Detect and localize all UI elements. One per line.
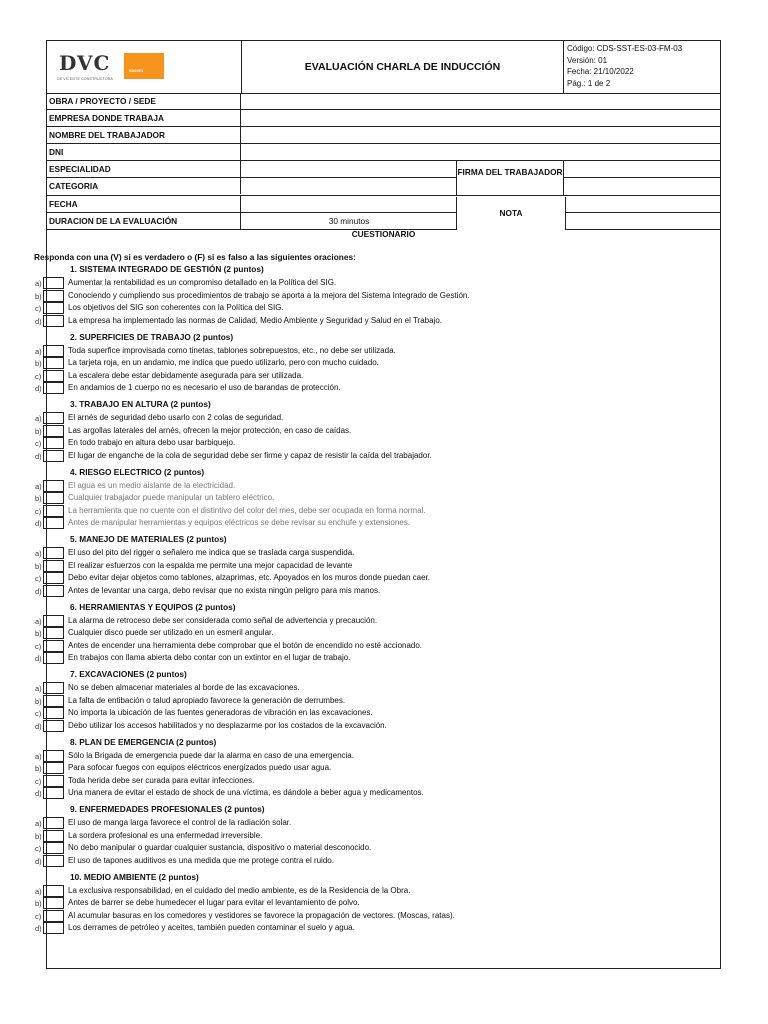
answer-box[interactable] — [43, 315, 64, 327]
section-title: 4. RIESGO ELECTRICO (2 puntos) — [70, 466, 205, 477]
question-letter: d) — [35, 384, 42, 393]
question-text: Antes de encender una herramienta debe comprobar que el botón de encendido no esté accionado. — [68, 640, 423, 650]
question-text: Sólo la Brigada de emergencia puede dar la alarma en caso de una emergencia. — [68, 750, 354, 760]
question-letter: d) — [35, 924, 42, 933]
question-text: Antes de barrer se debe humedecer el lugar para evitar el levantamiento de polvo. — [68, 898, 360, 907]
question-text: No debo manipular o guardar cualquier sustancia, dispositivo o material desconocido. — [68, 843, 372, 852]
doc-code: Código: CDS-SST-ES-03-FM-03 — [567, 44, 683, 53]
question-text: Cualquier disco puede ser utilizado en un esmeril angular. — [68, 628, 274, 637]
answer-box[interactable] — [43, 370, 64, 382]
question-letter: a) — [35, 684, 42, 693]
question-letter: b) — [35, 764, 42, 773]
answer-box[interactable] — [43, 505, 64, 517]
question-letter: a) — [35, 481, 42, 491]
question-text: Para sofocar fuegos con equipos eléctricos energizados puedo usar agua. — [68, 763, 332, 772]
question-text: La escalera debe estar debidamente asegurada para ser utilizada. — [68, 370, 304, 380]
answer-box[interactable] — [43, 547, 64, 559]
answer-box[interactable] — [43, 615, 64, 627]
answer-box[interactable] — [43, 682, 64, 694]
label-categoria: CATEGORIA — [47, 178, 241, 194]
question-letter: a) — [35, 414, 42, 423]
question-text: Los derrames de petróleo y aceites, también pueden contaminar el suelo y agua. — [68, 923, 355, 932]
question-text: La exclusiva responsabilidad, en el cuidado del medio ambiente, es de la Residencia de la Obra. — [68, 885, 411, 895]
question-letter: d) — [35, 519, 42, 528]
question-text: La sordera profesional es una enfermedad irreversible. — [68, 830, 263, 840]
question-letter: b) — [35, 696, 42, 706]
doc-date: Fecha: 21/10/2022 — [567, 67, 634, 76]
question-letter: d) — [35, 856, 42, 866]
field-categoria[interactable] — [242, 178, 456, 194]
question-text: La falta de entibación o talud apropiado favorece la generación de derrumbes. — [68, 695, 346, 705]
field-especialidad[interactable] — [242, 161, 456, 177]
answer-box[interactable] — [43, 560, 64, 572]
question-text: En andamios de 1 cuerpo no es necesario el uso de barandas de protección. — [68, 383, 341, 392]
answer-box[interactable] — [43, 897, 64, 909]
field-obra[interactable] — [242, 93, 720, 109]
answer-box[interactable] — [43, 842, 64, 854]
question-text: Una manera de evitar el estado de shock de una víctima, es dándole a beber agua y medicamentos. — [68, 788, 424, 797]
answer-box[interactable] — [43, 437, 64, 449]
question-text: El agua es un medio aislante de la electricidad. — [68, 480, 236, 490]
grade-field[interactable] — [565, 197, 720, 230]
question-letter: c) — [35, 641, 42, 651]
answer-box[interactable] — [43, 830, 64, 842]
answer-box[interactable] — [43, 885, 64, 897]
question-text: El uso del pito del rigger o señalero me indica que se traslada carga suspendida. — [68, 548, 355, 557]
question-letter: b) — [35, 629, 42, 638]
question-letter: b) — [35, 831, 42, 841]
label-empresa: EMPRESA DONDE TRABAJA — [47, 110, 241, 126]
answer-box[interactable] — [43, 357, 64, 369]
dvc-logo: DVC — [59, 51, 111, 75]
question-letter: d) — [35, 789, 42, 798]
answer-box[interactable] — [43, 855, 64, 867]
question-text: La herramienta que no cuente con el distintivo del color del mes, debe ser ocupada en forma normal. — [68, 505, 426, 515]
question-letter: a) — [35, 886, 42, 896]
question-text: Antes de manipular herramientas y equipos eléctricos se debe revisar su enchufe y extensiones. — [68, 518, 410, 527]
question-letter: b) — [35, 561, 42, 571]
logo-cell — [47, 41, 242, 93]
answer-box[interactable] — [43, 425, 64, 437]
sacem-logo-text: sacem — [129, 68, 144, 73]
answer-box[interactable] — [43, 345, 64, 357]
answer-box[interactable] — [43, 277, 64, 289]
question-text: Cualquier trabajador puede manipular un tablero eléctrico. — [68, 493, 275, 502]
section-title: 3. TRABAJO EN ALTURA (2 puntos) — [70, 399, 211, 409]
answer-box[interactable] — [43, 695, 64, 707]
question-text: El lugar de enganche de la cola de seguridad debe ser firme y capaz de resistir la caída del trabajador. — [68, 450, 432, 460]
section-title: 5. MANEJO DE MATERIALES (2 puntos) — [70, 534, 227, 544]
question-letter: c) — [35, 304, 42, 313]
answer-box[interactable] — [43, 382, 64, 394]
label-dni: DNI — [47, 144, 241, 160]
grade-label: NOTA — [456, 197, 566, 230]
answer-box[interactable] — [43, 572, 64, 584]
question-letter: d) — [35, 654, 42, 663]
answer-box[interactable] — [43, 450, 64, 462]
field-fecha[interactable] — [242, 196, 456, 212]
section-title: 1. SISTEMA INTEGRADO DE GESTIÓN (2 puntos) — [70, 264, 264, 274]
answer-box[interactable] — [43, 652, 64, 664]
field-dni[interactable] — [242, 144, 720, 160]
questionnaire-title: CUESTIONARIO — [351, 229, 416, 239]
question-text: Las argollas laterales del arnés, ofrecen la mejor protección, en caso de caídas. — [68, 425, 352, 435]
label-duracion: DURACION DE LA EVALUACIÓN — [47, 213, 241, 229]
field-nombre[interactable] — [242, 127, 720, 143]
evaluation-form — [34, 40, 721, 969]
question-letter: d) — [35, 451, 42, 461]
answer-box[interactable] — [43, 750, 64, 762]
question-letter: c) — [35, 844, 42, 853]
answer-box[interactable] — [43, 910, 64, 922]
answer-box[interactable] — [43, 492, 64, 504]
question-letter: c) — [35, 911, 42, 921]
question-text: No importa la ubicación de las fuentes generadoras de vibración en las excavaciones. — [68, 708, 373, 717]
question-text: Toda herida debe ser curada para evitar infecciones. — [68, 775, 255, 785]
question-text: Debo evitar dejar objetos como tablones, alzaprimas, etc. Apoyados en los muros donde puedan caer. — [68, 573, 430, 582]
label-fecha: FECHA — [47, 196, 241, 212]
label-nombre: NOMBRE DEL TRABAJADOR — [47, 127, 241, 143]
question-letter: c) — [35, 574, 42, 583]
question-letter: c) — [35, 776, 42, 786]
answer-box[interactable] — [43, 290, 64, 302]
question-letter: c) — [35, 371, 42, 381]
question-letter: d) — [35, 316, 42, 326]
answer-box[interactable] — [43, 480, 64, 492]
question-text: No se deben almacenar materiales al borde de las excavaciones. — [68, 683, 300, 692]
question-letter: d) — [35, 586, 42, 596]
row-dni — [47, 144, 720, 161]
doc-version: Versión: 01 — [567, 55, 608, 65]
question-text: Toda superfice improvisada como tinetas, tablones sobrepuestos, etc., no debe ser utilizada. — [68, 345, 396, 355]
question-text: Conociendo y cumpliendo sus procedimientos de trabajo se aporta a la mejora del Sistema Integrado de Gestión. — [68, 290, 470, 300]
label-obra: OBRA / PROYECTO / SEDE — [47, 93, 241, 109]
question-text: Al acumular basuras en los comedores y vestidores se favorece la propagación de vectores. (Moscas, ratas). — [68, 910, 455, 920]
section-title: 6. HERRAMIENTAS Y EQUIPOS (2 puntos) — [70, 601, 236, 612]
question-text: Debo utilizar los accesos habilitados y no desplazarme por los costados de la excavación. — [68, 720, 387, 730]
question-text: Antes de levantar una carga, debo revisar que no exista ningún peligro para mis manos. — [68, 585, 381, 595]
question-letter: a) — [35, 346, 42, 356]
answer-box[interactable] — [43, 720, 64, 732]
section-title: 2. SUPERFICIES DE TRABAJO (2 puntos) — [70, 331, 234, 342]
section-title: 10. MEDIO AMBIENTE (2 puntos) — [70, 871, 199, 882]
signature-label — [456, 161, 564, 196]
answer-box[interactable] — [43, 640, 64, 652]
question-letter: b) — [35, 426, 42, 436]
question-text: Los objetivos del SIG son coherentes con la Política del SIG. — [68, 303, 284, 312]
question-letter: b) — [35, 359, 42, 368]
section-title: 8. PLAN DE EMERGENCIA (2 puntos) — [70, 736, 217, 747]
question-letter: c) — [35, 506, 42, 516]
answer-box[interactable] — [43, 585, 64, 597]
row-empresa — [47, 110, 720, 127]
question-text: En trabajos con llama abierta debo contar con un extintor en el lugar de trabajo. — [68, 653, 351, 662]
question-letter: a) — [35, 819, 42, 828]
question-text: El realizar esfuerzos con la espalda me permite una mejor capacidad de levante — [68, 560, 353, 570]
row-obra — [47, 93, 720, 110]
field-empresa[interactable] — [242, 110, 720, 126]
answer-box[interactable] — [43, 302, 64, 314]
answer-box[interactable] — [43, 817, 64, 829]
question-letter: a) — [35, 549, 42, 558]
document-control — [564, 41, 720, 93]
row-nombre — [47, 127, 720, 144]
question-letter: c) — [35, 439, 42, 448]
duration-value: 30 minutos — [328, 216, 370, 226]
answer-box[interactable] — [43, 627, 64, 639]
answer-box[interactable] — [43, 707, 64, 719]
question-letter: b) — [35, 899, 42, 908]
answer-box[interactable] — [43, 922, 64, 934]
question-letter: d) — [35, 721, 42, 731]
sacem-logo — [124, 53, 164, 79]
questionnaire-instructions: Responda con una (V) si es verdadero o (F) si es falso a las siguientes oraciones: — [34, 252, 356, 262]
label-especialidad: ESPECIALIDAD — [47, 161, 241, 177]
question-text: El arnés de seguridad debo usarlo con 2 colas de seguridad. — [68, 413, 284, 422]
answer-box[interactable] — [43, 517, 64, 529]
question-letter: a) — [35, 279, 42, 288]
section-title: 7. EXCAVACIONES (2 puntos) — [70, 669, 187, 679]
question-text: El uso de manga larga favorece el control de la radiación solar. — [68, 818, 292, 827]
question-text: En todo trabajo en altura debo usar barbiquejo. — [68, 438, 236, 447]
signature-field[interactable] — [565, 161, 720, 196]
question-letter: a) — [35, 616, 42, 626]
question-text: La tarjeta roja, en un andamio, me indica que puedo utilizarlo, pero con mucho cuidado. — [68, 358, 379, 367]
answer-box[interactable] — [43, 412, 64, 424]
question-letter: b) — [35, 291, 42, 301]
question-letter: c) — [35, 709, 42, 718]
question-letter: a) — [35, 751, 42, 761]
answer-box[interactable] — [43, 787, 64, 799]
question-text: Aumentar la rentabilidad es un compromiso detallado en la Política del SIG. — [68, 278, 337, 287]
form-title: EVALUACIÓN CHARLA DE INDUCCIÓN — [242, 41, 564, 93]
answer-box[interactable] — [43, 775, 64, 787]
question-text: La empresa ha implementado las normas de Calidad, Medio Ambiente y Seguridad y Salud en el Trabajo. — [68, 315, 442, 325]
signature-label-text: FIRMA DEL TRABAJADOR — [457, 167, 563, 177]
question-text: El uso de tapones auditivos es una medida que me protege contra el ruido. — [68, 855, 334, 865]
question-letter: b) — [35, 494, 42, 503]
question-text: La alarma de retroceso debe ser considerada como señal de advertencia y precaución. — [68, 615, 378, 625]
answer-box[interactable] — [43, 762, 64, 774]
dvc-logo-subtitle: DE VICENTE CONSTRUCTORA — [57, 77, 114, 81]
section-title: 9. ENFERMEDADES PROFESIONALES (2 puntos) — [70, 804, 265, 814]
form-header — [47, 41, 720, 94]
doc-page: Pág.: 1 de 2 — [567, 78, 611, 88]
